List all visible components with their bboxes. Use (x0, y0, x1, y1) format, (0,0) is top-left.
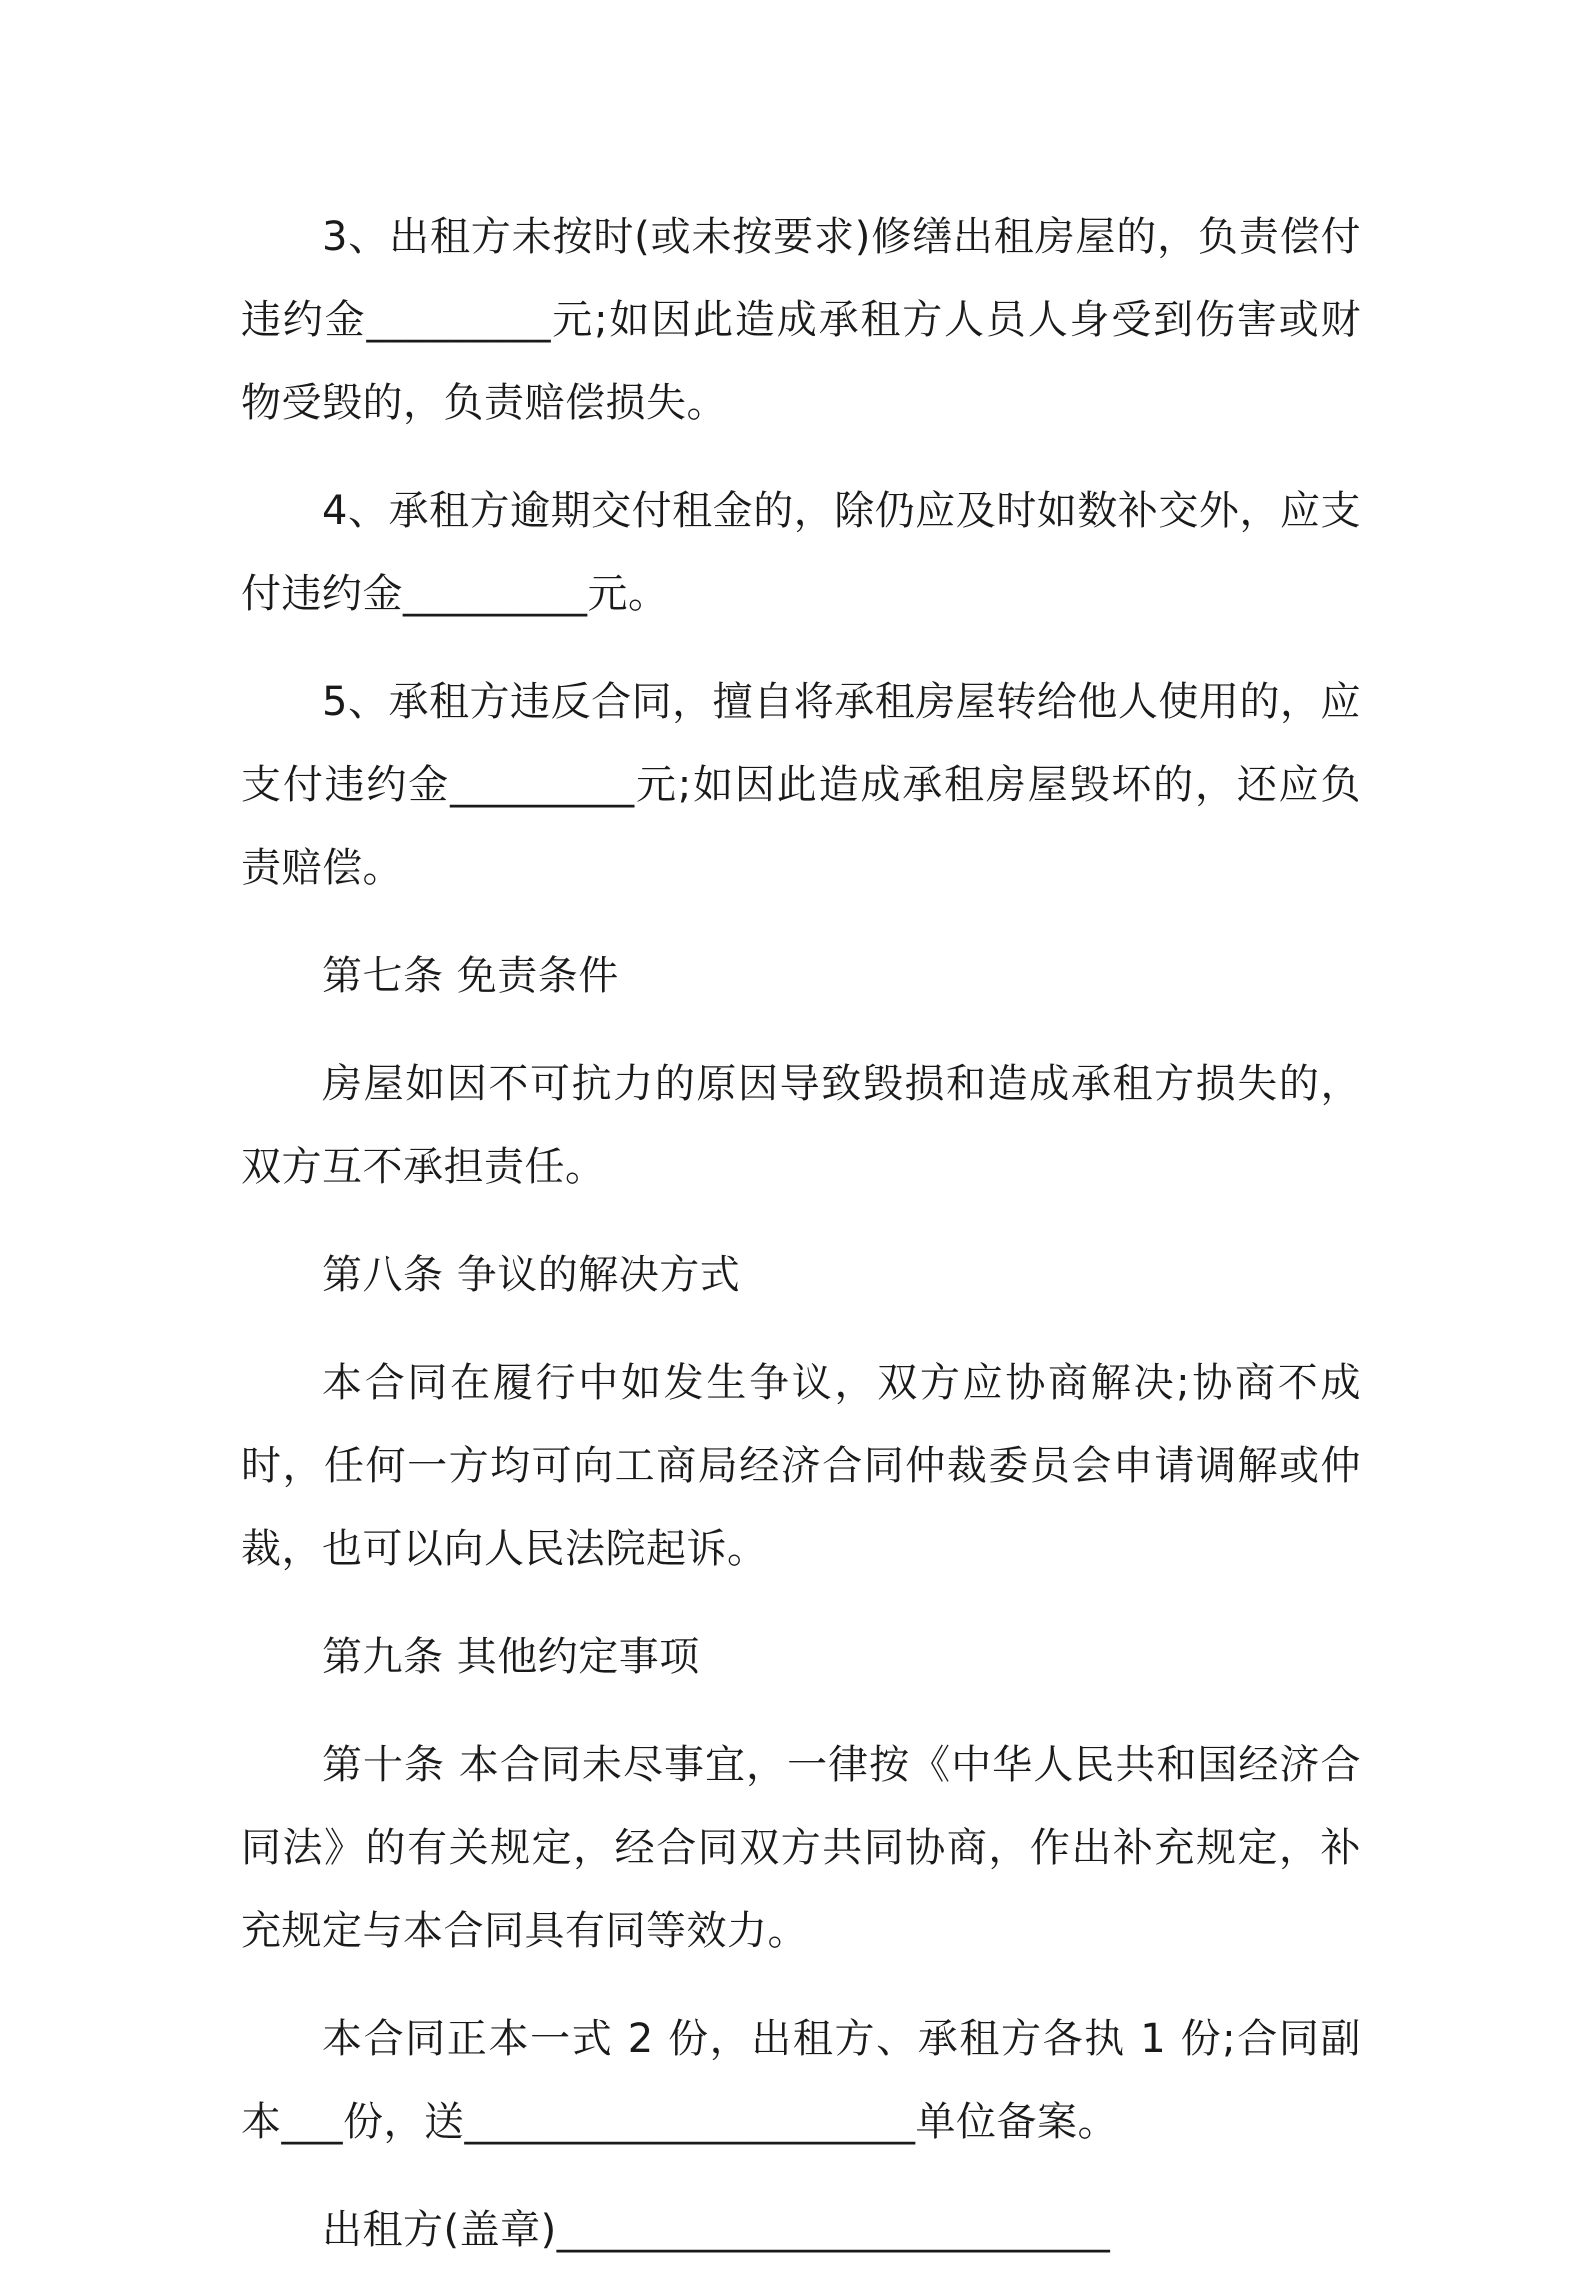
contract-page (241, 196, 1361, 2272)
article-8-title: 第八条 争议的解决方式 (322, 1252, 741, 1298)
article-10-body: 第十条 本合同未尽事宜，一律按《中华人民共和国经济合同法》的有关规定，经合同双方共同协商，作出补充规定，补充规定与本合同具有同等效力。 (241, 1742, 1361, 1954)
article-7-body: 房屋如因不可抗力的原因导致毁损和造成承租方损失的，双方互不承担责任。 (241, 1061, 1361, 1190)
clause-4-late-rent-penalty: 4、承租方逾期交付租金的，除仍应及时如数补交外，应支付违约金_________元。 (241, 488, 1361, 617)
article-8-body: 本合同在履行中如发生争议，双方应协商解决;协商不成时，任何一方均可向工商局经济合同仲裁委员会申请调解或仲裁，也可以向人民法院起诉。 (241, 1360, 1361, 1572)
article-9-title: 第九条 其他约定事项 (322, 1634, 700, 1680)
copies-clause: 本合同正本一式 2 份，出租方、承租方各执 1 份;合同副本___份，送______________________单位备案。 (241, 2016, 1361, 2145)
article-7-title: 第七条 免责条件 (322, 953, 619, 999)
clause-3-lessor-repair-penalty: 3、出租方未按时(或未按要求)修缮出租房屋的，负责偿付违约金_________元;如因此造成承租方人员人身受到伤害或财物受毁的，负责赔偿损失。 (241, 214, 1361, 426)
lessor-signature-line: 出租方(盖章)___________________________ (322, 2207, 1111, 2253)
clause-5-sublease-penalty: 5、承租方违反合同，擅自将承租房屋转给他人使用的，应支付违约金_________元;如因此造成承租房屋毁坏的，还应负责赔偿。 (241, 679, 1361, 891)
